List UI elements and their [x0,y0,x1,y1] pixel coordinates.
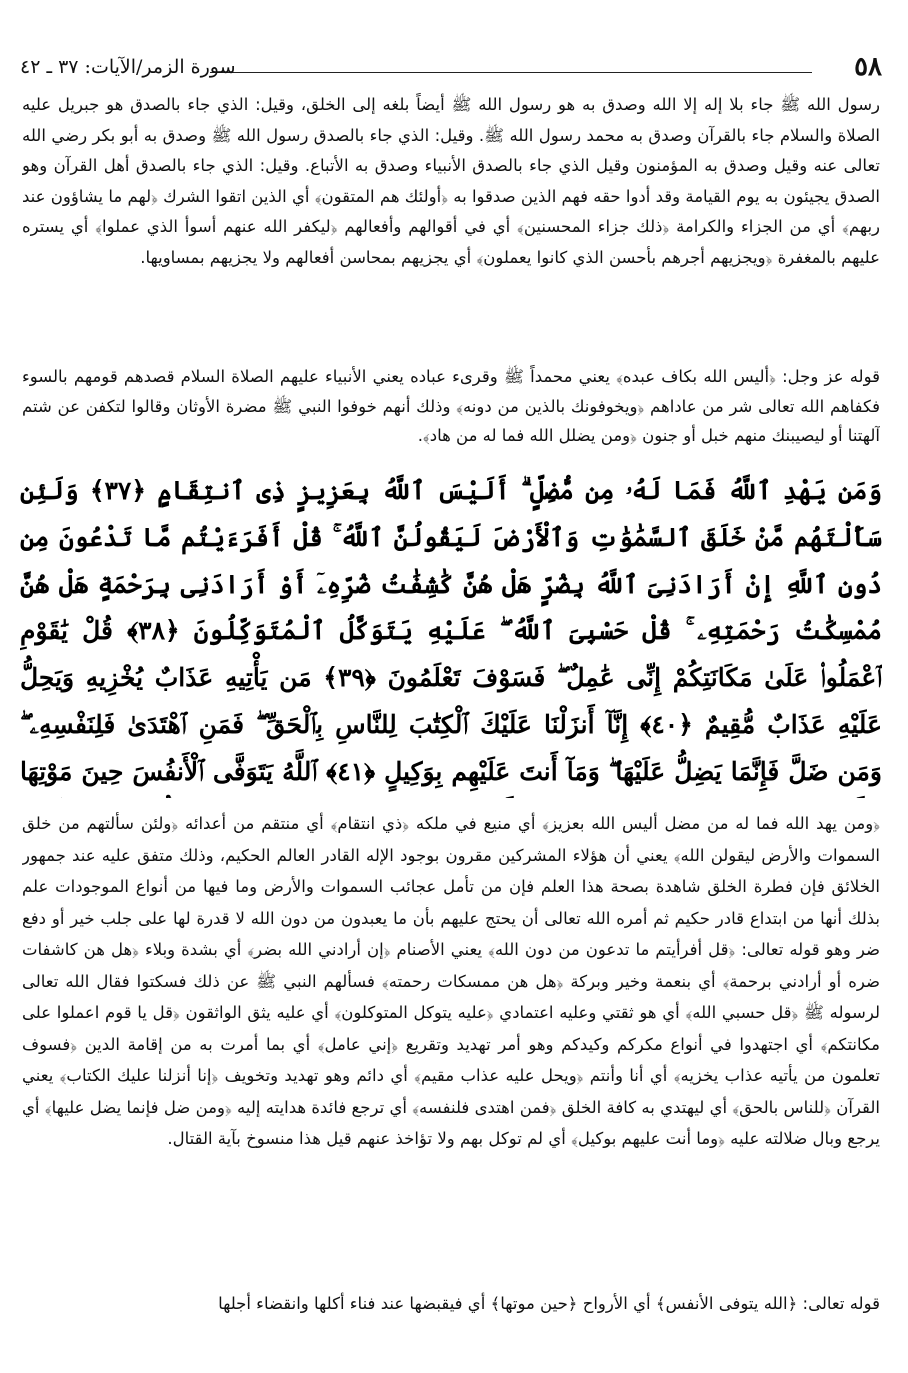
page-header [20,52,882,86]
commentary-paragraph-2: قوله عز وجل: ﴿أليس الله بكاف عبده﴾ يعني محمداً ﷺ وقرىء عباده يعني الأنبياء عليهم الصلاة السلام قصدهم قومهم بالسوء فكفاهم الله تعالى شر من عاداهم ﴿ويخوفونك بالذين من دونه﴾ وذلك أنهم خوفوا النبي ﷺ مضرة الأوثان وقالوا لتكفن عن شتم آلهتنا أو ليصيبنك منهم خبل أو جنون ﴿ومن يضلل الله فما له من هاد﴾. [22,367,880,445]
header-rule [210,72,812,73]
quran-verses-block: وَمَن يَهْدِ ٱللَّهُ فَمَا لَهُۥ مِن مُّضِلٍّ ۗ أَلَيْسَ ٱللَّهُ بِعَزِيزٍ ذِى ٱنتِقَامٍ ﴿٣٧﴾ وَلَئِن سَأَلْتَهُم مَّنْ خَلَقَ ٱلسَّمَٰوَٰتِ وَٱلْأَرْضَ لَيَقُولُنَّ ٱللَّهُ ۚ قُلْ أَفَرَءَيْتُم مَّا تَدْعُونَ مِن دُونِ ٱللَّهِ إِنْ أَرَادَنِىَ ٱللَّهُ بِضُرٍّ هَلْ هُنَّ كَٰشِفَٰتُ ضُرِّهِۦٓ أَوْ أَرَادَنِى بِرَحْمَةٍ هَلْ هُنَّ مُمْسِكَٰتُ رَحْمَتِهِۦ ۚ قُلْ حَسْبِىَ ٱللَّهُ ۖ عَلَيْهِ يَتَوَكَّلُ ٱلْمُتَوَكِّلُونَ ﴿٣٨﴾ قُلْ يَٰقَوْمِ ٱعْمَلُوا۟ عَلَىٰ مَكَانَتِكُمْ إِنِّى عَٰمِلٌ ۖ فَسَوْفَ تَعْلَمُونَ ﴿٣٩﴾ مَن يَأْتِيهِ عَذَابٌ يُخْزِيهِ وَيَحِلُّ عَلَيْهِ عَذَابٌ مُّقِيمٌ ﴿٤٠﴾ إِنَّآ أَنزَلْنَا عَلَيْكَ ٱلْكِتَٰبَ لِلنَّاسِ بِٱلْحَقِّ ۖ فَمَنِ ٱهْتَدَىٰ فَلِنَفْسِهِۦ ۖ وَمَن ضَلَّ فَإِنَّمَا يَضِلُّ عَلَيْهَا ۖ وَمَآ أَنتَ عَلَيْهِم بِوَكِيلٍ ﴿٤١﴾ ٱللَّهُ يَتَوَفَّى ٱلْأَنفُسَ حِينَ مَوْتِهَا [20,476,882,786]
running-head: سورة الزمر/الآيات: ٣٧ ـ ٤٢ [20,56,236,78]
commentary-paragraph-1: رسول الله ﷺ جاء بلا إله إلا الله وصدق به هو رسول الله ﷺ أيضاً بلغه إلى الخلق، وقيل: الذي جاء بالصدق هو جبريل عليه الصلاة والسلام جاء بالقرآن وصدق به محمد رسول الله ﷺ. وقيل: الذي جاء بالصدق رسول الله ﷺ وصدق به أبو بكر رضي الله تعالى عنه وقيل وصدق به المؤمنون وقيل الذي جاء بالصدق الأنبياء وصدق به الأتباع. وقيل: الذي جاء بالصدق أهل القرآن وهو الصدق يجيئون به يوم القيامة وقد أدوا حقه فهم الذين صدقوا به ﴿أولئك هم المتقون﴾ أي الذين اتقوا الشرك ﴿لهم ما يشاؤون عند ربهم﴾ أي من الجزاء والكرامة ﴿ذلك جزاء المحسنين﴾ أي في أقوالهم وأفعالهم ﴿ليكفر الله عنهم أسوأ الذي عملوا﴾ أي يستره عليهم بالمغفرة ﴿ويجزيهم أجرهم بأحسن الذي كانوا يعملون﴾ أي يجزيهم بمحاسن أفعالهم ولا يجزيهم بمساويها. [22,95,880,267]
page-number: ٥٨ [854,52,882,82]
commentary-paragraph-3: ﴿ومن يهد الله فما له من مضل أليس الله بعزيز﴾ أي منيع في ملكه ﴿ذي انتقام﴾ أي منتقم من أعدائه ﴿ولئن سألتهم من خلق السموات والأرض ليقولن الله﴾ يعني أن هؤلاء المشركين مقرون بوجود الإله القادر العالم الحكيم، وذلك متفق عليه عند جمهور الخلائق فإن فطرة الخلق شاهدة بصحة هذا العلم فإن من تأمل عجائب السموات والأرض وما فيها من أنواع الموجودات علم بذلك أنها من ابتداع قادر حكيم ثم أمره الله تعالى أن يحتج عليهم بأن ما يعبدون من دون الله لا قدرة لها على جلب خير أو دفع ضر وهو قوله تعالى: ﴿قل أفرأيتم ما تدعون من دون الله﴾ يعني الأصنام ﴿إن أرادني الله بضر﴾ أي بشدة وبلاء ﴿هل هن كاشفات ضره أو أرادني برحمة﴾ أي بنعمة وخير وبركة ﴿هل هن ممسكات رحمته﴾ فسألهم النبي ﷺ عن ذلك فسكتوا فقال الله تعالى لرسوله ﷺ ﴿قل حسبي الله﴾ أي هو ثقتي وعليه اعتمادي ﴿عليه يتوكل المتوكلون﴾ أي عليه يثق الواثقون ﴿قل يا قوم اعملوا على مكانتكم﴾ أي اجتهدوا في أنواع مكركم وكيدكم وهو أمر تهديد وتقريع ﴿إني عامل﴾ أي بما أمرت به من إقامة الدين ﴿فسوف تعلمون من يأتيه عذاب يخزيه﴾ أي أنا وأنتم ﴿ويحل عليه عذاب مقيم﴾ أي دائم وهو تهديد وتخويف ﴿إنا أنزلنا عليك الكتاب﴾ يعني القرآن ﴿للناس بالحق﴾ أي ليهتدي به كافة الخلق ﴿فمن اهتدى فلنفسه﴾ أي ترجع فائدة هدايته إليه ﴿ومن ضل فإنما يضل عليها﴾ أي يرجع وبال ضلالته عليه ﴿وما أنت عليهم بوكيل﴾ أي لم توكل بهم ولا تؤاخذ عنهم قيل هذا منسوخ بآية القتال. [22,814,880,1148]
commentary-paragraph-4: قوله تعالى: ﴿الله يتوفى الأنفس﴾ أي الأرواح ﴿حين موتها﴾ أي فيقبضها عند فناء أكلها وانقضاء أجلها [218,1294,880,1313]
